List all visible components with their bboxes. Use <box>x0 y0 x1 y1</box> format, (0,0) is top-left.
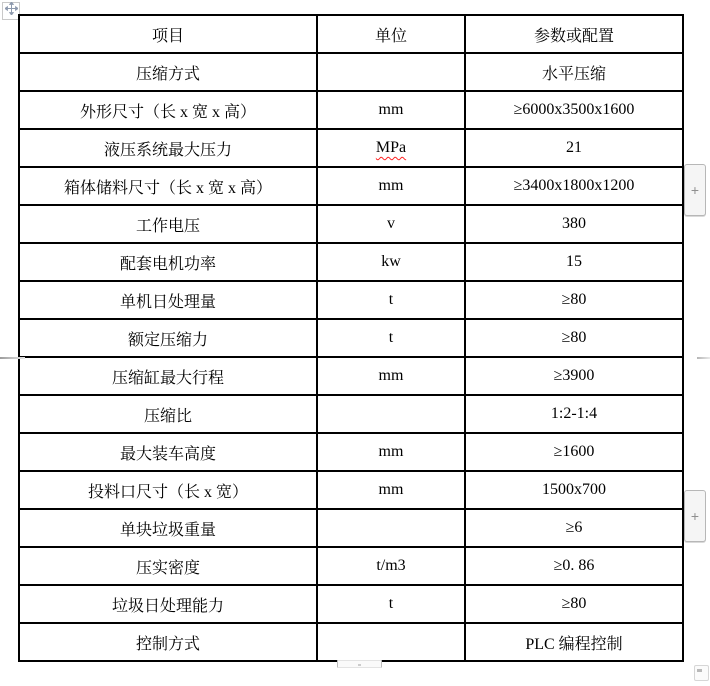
item-text: 压缩比 <box>143 407 192 425</box>
plus-icon: + <box>690 508 700 524</box>
item-cell[interactable] <box>19 395 317 433</box>
unit-text-spellchecked: MPa <box>375 139 407 156</box>
table-row <box>19 357 683 395</box>
unit-cell[interactable] <box>317 319 465 357</box>
value-text: 380 <box>562 215 586 232</box>
header-cell-item[interactable] <box>19 15 317 53</box>
item-text: 最大装车高度 <box>119 445 216 463</box>
item-text: 工作电压 <box>135 217 200 235</box>
header-cell-value[interactable] <box>465 15 683 53</box>
expand-button-lower[interactable] <box>684 490 706 542</box>
value-cell[interactable] <box>465 91 683 129</box>
value-cell[interactable] <box>465 243 683 281</box>
unit-cell[interactable] <box>317 357 465 395</box>
expand-button-upper[interactable] <box>684 164 706 216</box>
table-row <box>19 281 683 319</box>
unit-cell[interactable] <box>317 547 465 585</box>
value-cell[interactable] <box>465 319 683 357</box>
plus-icon: + <box>690 182 700 198</box>
table-row <box>19 167 683 205</box>
item-cell[interactable] <box>19 509 317 547</box>
table-row <box>19 53 683 91</box>
item-text: 额定压缩力 <box>127 331 208 349</box>
unit-text: v <box>387 215 395 232</box>
unit-text: t/m3 <box>376 557 406 574</box>
item-text: 配套电机功率 <box>119 255 216 273</box>
unit-text: mm <box>378 481 404 498</box>
item-cell[interactable] <box>19 243 317 281</box>
table-row <box>19 319 683 357</box>
value-cell[interactable] <box>465 585 683 623</box>
unit-cell[interactable] <box>317 395 465 433</box>
value-text: 15 <box>566 253 582 270</box>
value-text: ≥6000x3500x1600 <box>513 101 635 118</box>
item-text: 投料口尺寸（长 x 宽） <box>87 483 248 501</box>
value-text: PLC 编程控制 <box>525 635 623 653</box>
unit-text: t <box>388 291 394 308</box>
value-text: ≥80 <box>561 329 587 346</box>
item-text: 单机日处理量 <box>119 293 216 311</box>
item-cell[interactable] <box>19 623 317 661</box>
corner-widget-glyph <box>697 669 702 672</box>
header-unit-text: 单位 <box>374 27 407 45</box>
item-text: 箱体储料尺寸（长 x 宽 x 高） <box>63 179 272 197</box>
item-cell[interactable] <box>19 129 317 167</box>
item-cell[interactable] <box>19 585 317 623</box>
table-row <box>19 509 683 547</box>
table-row <box>19 547 683 585</box>
item-text: 单块垃圾重量 <box>119 521 216 539</box>
item-cell[interactable] <box>19 53 317 91</box>
value-text: ≥80 <box>561 291 587 308</box>
value-text: 1:2-1:4 <box>550 405 598 422</box>
value-text: ≥6 <box>565 519 583 536</box>
item-cell[interactable] <box>19 281 317 319</box>
item-text: 压缩缸最大行程 <box>111 369 224 387</box>
table-row <box>19 129 683 167</box>
item-text: 压实密度 <box>135 559 200 577</box>
value-cell[interactable] <box>465 129 683 167</box>
item-cell[interactable] <box>19 547 317 585</box>
value-cell[interactable] <box>465 167 683 205</box>
item-text: 液压系统最大压力 <box>103 141 232 159</box>
unit-cell[interactable] <box>317 509 465 547</box>
value-cell[interactable] <box>465 547 683 585</box>
header-cell-unit[interactable] <box>317 15 465 53</box>
unit-cell[interactable] <box>317 91 465 129</box>
value-cell[interactable] <box>465 509 683 547</box>
item-cell[interactable] <box>19 357 317 395</box>
value-text: ≥3900 <box>553 367 595 384</box>
unit-text: kw <box>381 253 401 270</box>
value-cell[interactable] <box>465 395 683 433</box>
item-text: 垃圾日处理能力 <box>111 597 224 615</box>
table-row <box>19 585 683 623</box>
table-row <box>19 91 683 129</box>
value-cell[interactable] <box>465 53 683 91</box>
value-cell[interactable] <box>465 357 683 395</box>
unit-text: mm <box>378 443 404 460</box>
item-cell[interactable] <box>19 433 317 471</box>
item-cell[interactable] <box>19 205 317 243</box>
unit-cell[interactable] <box>317 243 465 281</box>
unit-text: mm <box>378 367 404 384</box>
unit-cell[interactable] <box>317 167 465 205</box>
table-row <box>19 433 683 471</box>
table-row <box>19 205 683 243</box>
header-item-text: 项目 <box>151 27 184 45</box>
item-cell[interactable] <box>19 319 317 357</box>
unit-text: mm <box>378 177 404 194</box>
page-boundary-mark-left <box>0 357 25 359</box>
value-text: 水平压缩 <box>541 65 606 83</box>
item-cell[interactable] <box>19 471 317 509</box>
value-text: ≥0. 86 <box>553 557 595 574</box>
unit-cell[interactable] <box>317 129 465 167</box>
value-text: ≥3400x1800x1200 <box>513 177 635 194</box>
unit-cell[interactable] <box>317 53 465 91</box>
unit-cell[interactable] <box>317 471 465 509</box>
page-boundary-mark-right <box>697 357 710 359</box>
table-row <box>19 395 683 433</box>
move-arrows-icon <box>5 2 18 20</box>
value-cell[interactable] <box>465 471 683 509</box>
value-cell[interactable] <box>465 205 683 243</box>
table-row <box>19 243 683 281</box>
unit-text: t <box>388 329 394 346</box>
unit-text: mm <box>378 101 404 118</box>
unit-cell[interactable] <box>317 433 465 471</box>
value-text: 1500x700 <box>542 481 606 498</box>
corner-widget[interactable] <box>694 665 709 681</box>
value-text: ≥80 <box>561 595 587 612</box>
unit-cell[interactable] <box>317 205 465 243</box>
item-text: 压缩方式 <box>135 65 200 83</box>
item-text: 外形尺寸（长 x 宽 x 高） <box>79 103 256 121</box>
header-row <box>19 15 683 53</box>
value-cell[interactable] <box>465 623 683 661</box>
unit-text: t <box>388 595 394 612</box>
unit-cell[interactable] <box>317 623 465 661</box>
item-text: 控制方式 <box>135 635 200 653</box>
table-row <box>19 623 683 661</box>
item-cell[interactable] <box>19 167 317 205</box>
header-value-text: 参数或配置 <box>533 27 614 45</box>
scrollbar-thumb <box>358 664 361 666</box>
spec-table <box>18 14 684 662</box>
value-cell[interactable] <box>465 281 683 319</box>
item-cell[interactable] <box>19 91 317 129</box>
value-cell[interactable] <box>465 433 683 471</box>
value-text: ≥1600 <box>553 443 595 460</box>
unit-cell[interactable] <box>317 585 465 623</box>
horizontal-scrollbar[interactable] <box>337 660 382 668</box>
value-text: 21 <box>566 139 582 156</box>
table-row <box>19 471 683 509</box>
unit-cell[interactable] <box>317 281 465 319</box>
